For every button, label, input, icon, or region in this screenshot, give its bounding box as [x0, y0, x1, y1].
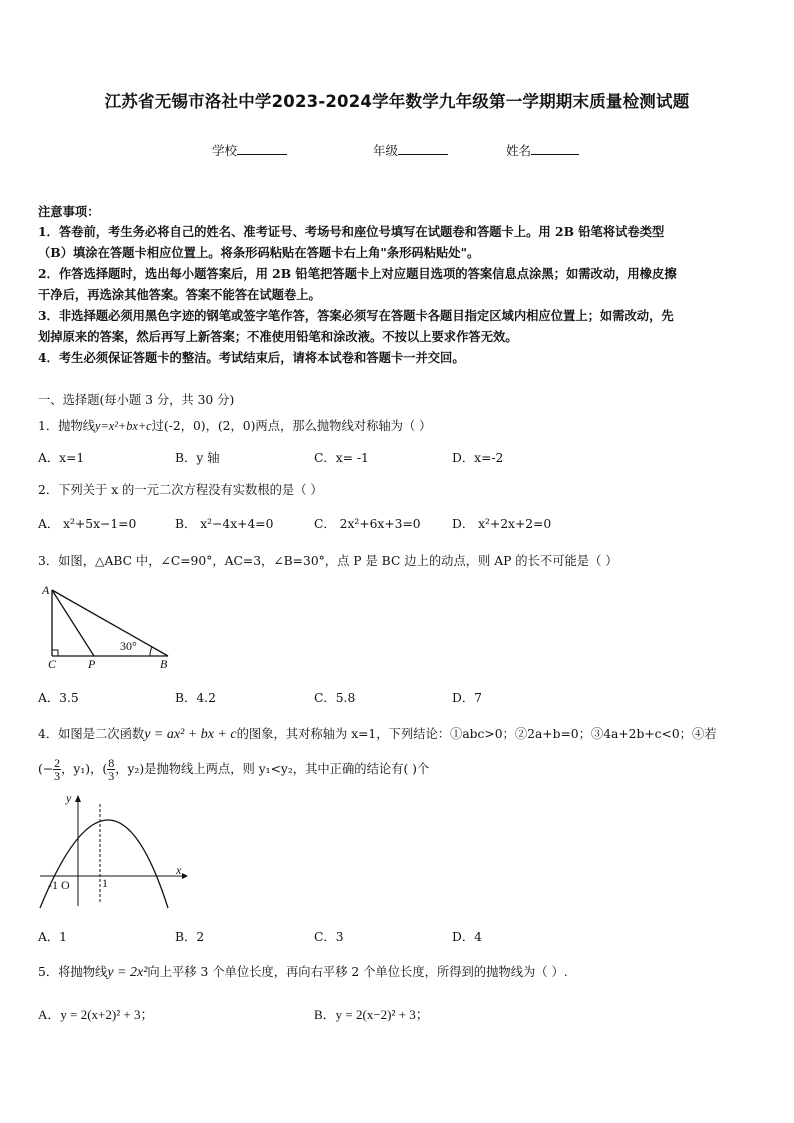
- name-blank[interactable]: [531, 142, 579, 155]
- q4-parabola-figure: [36, 790, 196, 910]
- section-heading: 一、选择题(每小题 3 分，共 30 分): [38, 393, 235, 407]
- question-5: [38, 962, 568, 981]
- note-line: 划掉原来的答案，然后再写上新答案；不准使用铅笔和涂改液。不按以上要求作答无效。: [38, 329, 518, 344]
- q4-option-b[interactable]: B．2: [175, 930, 205, 944]
- q1-option-a[interactable]: A．x=1: [38, 451, 85, 465]
- q3-option-a[interactable]: A．3.5: [38, 691, 79, 705]
- school-field[interactable]: [212, 141, 287, 159]
- school-blank[interactable]: [237, 142, 287, 155]
- note-line: 2．作答选择题时，选出每小题答案后，用 2B 铅笔把答题卡上对应题目选项的答案信息点涂黑；如需改动，用橡皮擦: [38, 266, 677, 281]
- q1-prefix: 1．抛物线: [38, 419, 96, 433]
- q5-option-b[interactable]: B．y = 2(x−2)² + 3；: [314, 1007, 429, 1022]
- note-line: （B）填涂在答题卡相应位置上。将条形码粘贴在答题卡右上角"条形码粘贴处"。: [38, 245, 480, 260]
- q2-option-c[interactable]: C． 2x²+6x+3=0: [314, 517, 421, 531]
- q1-option-d[interactable]: D．x=-2: [452, 451, 504, 465]
- question-2: 2．下列关于 x 的一元二次方程没有实数根的是（ ）: [38, 483, 323, 497]
- grade-label: 年级: [373, 143, 399, 158]
- q4-option-a[interactable]: A．1: [38, 930, 68, 944]
- name-field[interactable]: [506, 141, 579, 159]
- q4-fraction-1: $\frac{2}{3}$: [54, 756, 61, 783]
- q5-prefix: 5．将抛物线: [38, 965, 108, 979]
- q4-tick-one: 1: [102, 876, 108, 890]
- page-title: 江苏省无锡市洛社中学2023-2024学年数学九年级第一学期期末质量检测试题: [104, 92, 690, 111]
- q2-option-a[interactable]: A． x²+5x−1=0: [38, 517, 137, 531]
- q4-origin-label: -1 O: [48, 878, 70, 892]
- note-line: 干净后，再选涂其他答案。答案不能答在试题卷上。: [38, 287, 321, 302]
- school-label: 学校: [212, 143, 238, 158]
- q4-fraction-2: $\frac{8}{3}$: [108, 756, 115, 783]
- question-4-line-1: [38, 724, 717, 743]
- q5-rest: 向上平移 3 个单位长度，再向右平移 2 个单位长度，所得到的抛物线为（ ）.: [147, 965, 568, 979]
- q2-option-d[interactable]: D． x²+2x+2=0: [452, 517, 552, 531]
- q4-open: (−: [38, 762, 54, 776]
- q3-option-b[interactable]: B．4.2: [175, 691, 216, 705]
- q5-option-a[interactable]: A．y = 2(x+2)² + 3；: [38, 1007, 154, 1022]
- q4-axis-label-x: x: [176, 863, 182, 877]
- q3-option-d[interactable]: D．7: [452, 691, 482, 705]
- q1-expression: y=x²+bx+c: [95, 419, 152, 433]
- question-1: [38, 416, 431, 434]
- notes-heading: 注意事项：: [38, 204, 100, 219]
- grade-blank[interactable]: [398, 142, 448, 155]
- q5-expression: y = 2x²: [107, 965, 148, 980]
- q3-label-p: P: [88, 657, 96, 670]
- q3-angle-label: 30°: [120, 639, 137, 653]
- q4-expression: y = ax² + bx + c: [144, 727, 237, 742]
- q4-option-d[interactable]: D．4: [452, 930, 482, 944]
- q2-option-b[interactable]: B． x²−4x+4=0: [175, 517, 274, 531]
- name-label: 姓名: [506, 143, 532, 158]
- question-3: 3．如图，△ABC 中，∠C=90°，AC=3，∠B=30°，点 P 是 BC 边上的动点，则 AP 的长不可能是（ ）: [38, 554, 618, 568]
- question-4-line-2: [38, 757, 429, 782]
- q4-option-c[interactable]: C．3: [314, 930, 344, 944]
- q3-label-a: A: [42, 583, 50, 597]
- q4-conclusions: 的图象，其对称轴为 x=1，下列结论：①abc>0；②2a+b=0；③4a+2b+c<0；④若: [236, 727, 717, 741]
- q4-rest: ，y₂)是抛物线上两点，则 y₁<y₂，其中正确的结论有( )个: [115, 762, 430, 776]
- q3-label-c: C: [48, 657, 57, 670]
- q3-label-b: B: [160, 657, 168, 670]
- q1-option-c[interactable]: C．x= -1: [314, 451, 369, 465]
- note-line: 1．答卷前，考生务必将自己的姓名、准考证号、考场号和座位号填写在试题卷和答题卡上。用 2B 铅笔将试卷类型: [38, 224, 665, 239]
- q3-triangle-figure: [38, 582, 178, 670]
- q4-axis-label-y: y: [66, 791, 72, 805]
- q4-mid: ，y₁)，(: [61, 762, 108, 776]
- q4-prefix: 4．如图是二次函数: [38, 727, 145, 741]
- q1-rest: 过(-2，0)，(2，0)两点，那么抛物线对称轴为（ ）: [151, 419, 432, 433]
- note-line: 3．非选择题必须用黑色字迹的钢笔或签字笔作答，答案必须写在答题卡各题目指定区域内相应位置上；如需改动，先: [38, 308, 674, 323]
- note-line: 4．考生必须保证答题卡的整洁。考试结束后，请将本试卷和答题卡一并交回。: [38, 350, 465, 365]
- q3-option-c[interactable]: C．5.8: [314, 691, 356, 705]
- q1-option-b[interactable]: B．y 轴: [175, 451, 220, 465]
- grade-field[interactable]: [373, 141, 448, 159]
